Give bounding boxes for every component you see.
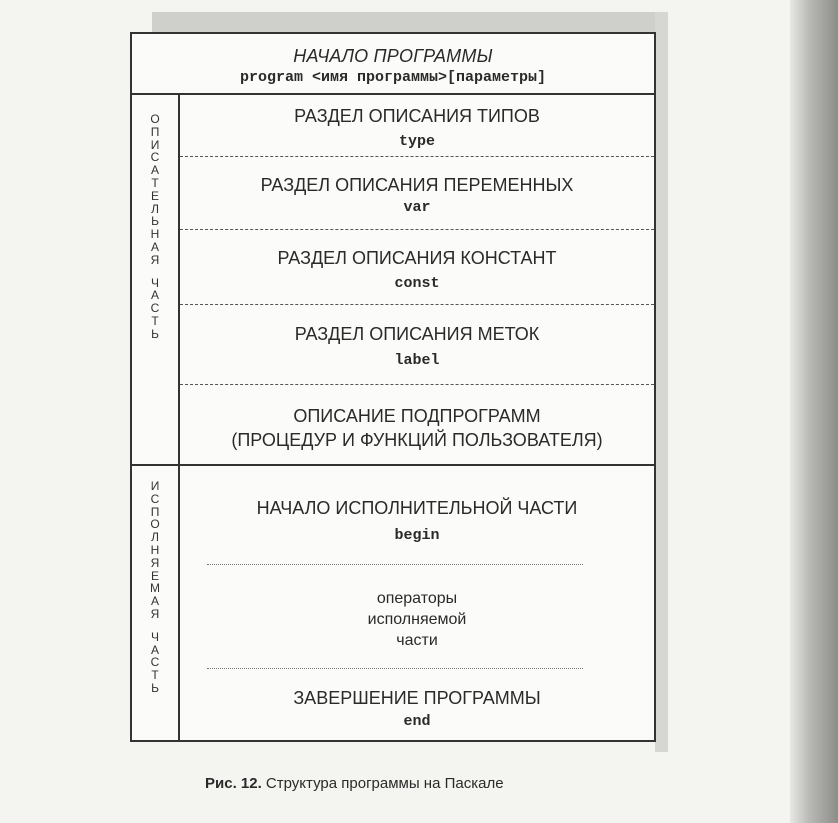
side-label-letter: Л: [151, 530, 159, 545]
side-label-letter: Ч: [151, 629, 159, 644]
header-title: НАЧАЛО ПРОГРАММЫ: [293, 46, 493, 66]
side-label-letter: П: [150, 504, 160, 519]
caption-label: Рис. 12.: [205, 775, 262, 792]
section-title: РАЗДЕЛ ОПИСАНИЯ КОНСТАНТ: [277, 248, 557, 268]
side-label-letter: А: [150, 239, 159, 254]
side-label-letter: П: [150, 124, 160, 139]
side-label-letter: О: [150, 112, 160, 126]
part-divider: [132, 464, 654, 466]
begin-title: НАЧАЛО ИСПОЛНИТЕЛЬНОЙ ЧАСТИ: [256, 498, 578, 518]
page-shadow-right: [655, 12, 668, 752]
side-label-letter: А: [150, 594, 159, 609]
side-label-letter: М: [150, 581, 160, 596]
section-code: var: [403, 199, 431, 216]
operators-block: [180, 588, 654, 651]
section-code: type: [398, 133, 435, 150]
side-label-letter: Т: [151, 313, 159, 328]
section-separator: [180, 384, 654, 385]
subprograms-line2: (ПРОЦЕДУР И ФУНКЦИЙ ПОЛЬЗОВАТЕЛЯ): [231, 430, 603, 450]
program-structure-diagram: [130, 32, 656, 742]
side-label-letter: Я: [150, 606, 160, 621]
operators-separator-bottom: [207, 668, 583, 669]
section-separator: [180, 156, 654, 157]
side-label-letter: Я: [150, 555, 160, 570]
side-label-letter: А: [150, 163, 159, 178]
caption-text: Структура программы на Паскале: [261, 775, 504, 792]
section-title: РАЗДЕЛ ОПИСАНИЯ ПЕРЕМЕННЫХ: [260, 175, 574, 195]
side-label-letter: А: [150, 642, 159, 657]
operators-line1: операторы: [376, 590, 458, 607]
side-label-letter: Т: [151, 668, 159, 683]
operators-separator-top: [207, 564, 583, 565]
descriptive-part-label: [132, 113, 178, 341]
side-label-letter: Ч: [151, 275, 159, 290]
side-label-letter: А: [150, 288, 159, 303]
figure-caption: [205, 775, 504, 792]
section-separator: [180, 304, 654, 305]
section-separator: [180, 229, 654, 230]
side-label-letter: С: [150, 655, 160, 670]
header-code: program <имя программы>[параметры]: [239, 69, 547, 86]
side-label-letter: С: [150, 301, 160, 316]
side-label-letter: Ь: [151, 680, 159, 695]
program-header-block: [132, 34, 654, 95]
side-label-letter: Н: [150, 227, 160, 242]
subprograms-line1: ОПИСАНИЕ ПОДПРОГРАММ: [293, 406, 541, 426]
section-code: const: [394, 275, 440, 292]
side-label-letter: Е: [150, 188, 159, 203]
operators-line3: части: [396, 632, 438, 649]
side-label-letter: И: [150, 479, 160, 493]
side-label-letter: И: [150, 137, 160, 152]
side-label-letter: Ь: [151, 214, 159, 229]
page-edge-shadow: [790, 0, 838, 823]
operators-line2: исполняемой: [367, 611, 467, 628]
side-label-letter: О: [150, 517, 160, 532]
page-shadow-top: [152, 12, 668, 34]
side-label-letter: Е: [150, 568, 159, 583]
begin-code: begin: [394, 527, 440, 544]
section-title: РАЗДЕЛ ОПИСАНИЯ ТИПОВ: [294, 106, 540, 126]
side-label-letter: Т: [151, 175, 159, 190]
side-label-letter: Л: [151, 201, 159, 216]
side-label-letter: Ь: [151, 326, 159, 341]
side-label-letter: Н: [150, 542, 160, 557]
side-label-letter: С: [150, 150, 160, 165]
end-title: ЗАВЕРШЕНИЕ ПРОГРАММЫ: [293, 688, 541, 708]
section-title: РАЗДЕЛ ОПИСАНИЯ МЕТОК: [294, 324, 540, 344]
executable-part-label: [132, 480, 178, 695]
side-label-letter: С: [150, 491, 160, 506]
section-code: label: [394, 352, 440, 369]
side-label-letter: Я: [150, 252, 160, 267]
end-code: end: [403, 713, 431, 730]
